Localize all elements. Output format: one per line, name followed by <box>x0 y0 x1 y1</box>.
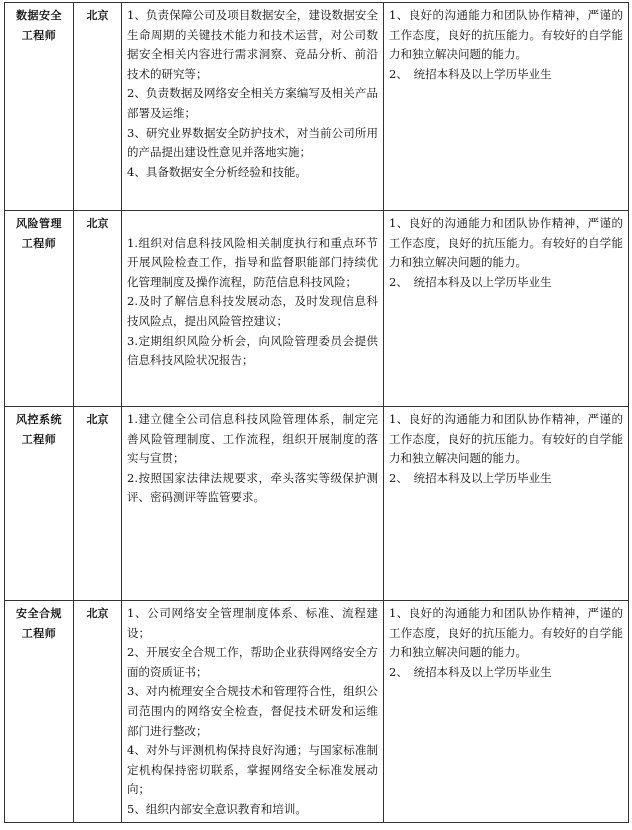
job-title-line: 工程师 <box>21 28 57 42</box>
requirement-item: 2、 统招本科及以上学历毕业生 <box>389 274 552 289</box>
duty-item: 2.按照国家法律法规要求，牵头落实等级保护测评、密码测评等监管要求。 <box>127 470 378 505</box>
job-title-line: 数据安全 <box>16 9 62 22</box>
duty-item: 1.组织对信息科技风险相关制度执行和重点环节开展风险检查工作，指导和监督职能部门持续优化管理制度及操作流程，防范信息科技风险； <box>127 235 378 289</box>
duty-item: 3.定期组织风险分析会，向风险管理委员会提供信息科技风险状况报告； <box>127 333 378 368</box>
duty-item: 2、负责数据及网络安全相关方案编写及相关产品部署及运维； <box>127 86 378 120</box>
job-requirements-cell <box>384 601 629 823</box>
job-title-line: 工程师 <box>21 626 57 640</box>
job-location: 北京 <box>74 211 122 407</box>
duty-item: 3、对内梳理安全合规技术和管理符合性，组织公司范围内的网络安全检查，督促技术研发和运维部门进行整改； <box>127 684 378 738</box>
job-row-security-compliance <box>5 601 629 823</box>
job-requirements-cell <box>384 407 629 601</box>
job-duties-cell <box>122 211 384 407</box>
job-duties-cell <box>122 407 384 601</box>
job-requirements-cell <box>384 211 629 407</box>
duty-item: 3、研究业界数据安全防护技术，对当前公司所用的产品提出建设性意见并落地实施； <box>127 125 378 160</box>
requirement-item: 1、良好的沟通能力和团队协作精神，严谨的工作态度，良好的抗压能力。有较好的自学能力和独立解决问题的能力。 <box>389 216 623 270</box>
job-requirements-cell <box>384 3 629 211</box>
job-location: 北京 <box>74 601 122 823</box>
job-duties-cell <box>122 3 384 211</box>
requirement-item: 1、良好的沟通能力和团队协作精神，严谨的工作态度，良好的抗压能力。有较好的自学能力和独立解决问题的能力。 <box>389 412 623 466</box>
job-title-cell <box>5 3 74 211</box>
job-title-cell <box>5 407 74 601</box>
job-table <box>4 2 629 823</box>
duty-item: 2、开展安全合规工作，帮助企业获得网络安全方面的资质证书； <box>127 645 378 679</box>
job-title-line: 工程师 <box>21 236 57 250</box>
job-title-cell <box>5 211 74 407</box>
job-location: 北京 <box>74 3 122 211</box>
duty-item: 5、组织内部安全意识教育和培训。 <box>127 801 307 816</box>
job-title-line: 风控系统 <box>16 413 62 426</box>
duty-item: 2.及时了解信息科技发展动态，及时发现信息科技风险点，提出风险管控建议； <box>127 294 378 328</box>
requirement-item: 2、 统招本科及以上学历毕业生 <box>389 470 552 485</box>
requirement-item: 1、良好的沟通能力和团队协作精神，严谨的工作态度，良好的抗压能力。有较好的自学能力和独立解决问题的能力。 <box>389 8 623 62</box>
duty-item: 4、具备数据安全分析经验和技能。 <box>127 164 307 179</box>
job-title-cell <box>5 601 74 823</box>
duty-item: 1、公司网络安全管理制度体系、标准、流程建设； <box>127 606 378 640</box>
job-row-data-security <box>5 3 629 211</box>
job-duties-cell <box>122 601 384 823</box>
blank-line <box>127 214 378 234</box>
job-title-line: 风险管理 <box>16 217 62 230</box>
job-row-risk-control-system <box>5 407 629 601</box>
requirement-item: 2、 统招本科及以上学历毕业生 <box>389 66 552 81</box>
job-location: 北京 <box>74 407 122 601</box>
job-row-risk-management <box>5 211 629 407</box>
duty-item: 1.建立健全公司信息科技风险管理体系，制定完善风险管理制度、工作流程，组织开展制度的落实与宣贯； <box>127 412 378 466</box>
requirement-item: 2、 统招本科及以上学历毕业生 <box>389 664 552 679</box>
requirement-item: 1、良好的沟通能力和团队协作精神，严谨的工作态度，良好的抗压能力。有较好的自学能力和独立解决问题的能力。 <box>389 606 623 660</box>
job-title-line: 安全合规 <box>16 607 62 620</box>
duty-item: 4、对外与评测机构保持良好沟通；与国家标准制定机构保持密切联系，掌握网络安全标准发展动向； <box>127 743 378 797</box>
job-title-line: 工程师 <box>21 432 57 446</box>
duty-item: 1、负责保障公司及项目数据安全，建设数据安全生命周期的关键技术能力和技术运营，对公司数据安全相关内容进行需求洞察、竞品分析、前沿技术的研究等； <box>127 8 378 81</box>
